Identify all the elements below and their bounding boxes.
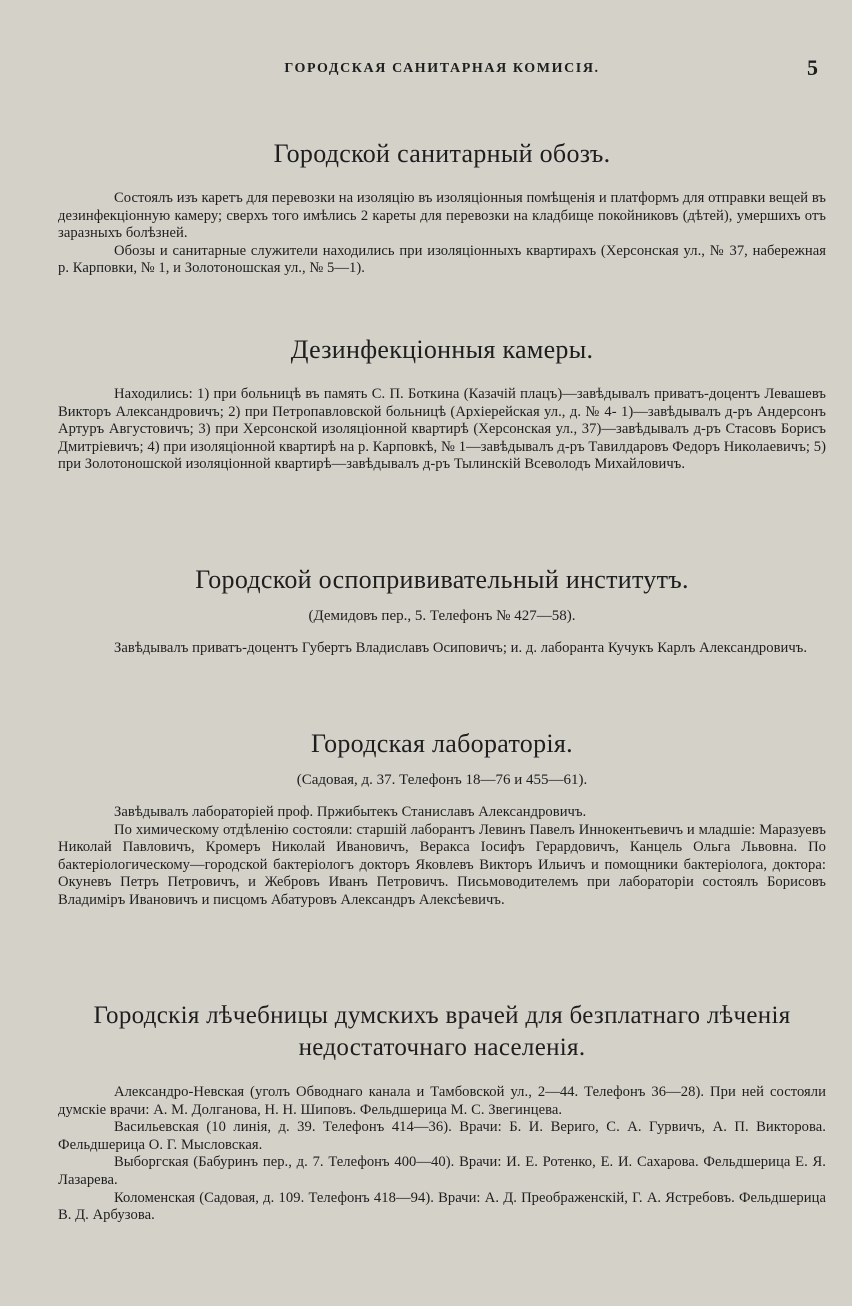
section-vaccination-institute <box>58 564 826 658</box>
page-header <box>58 56 826 82</box>
paragraph: Коломенская (Садовая, д. 109. Телефонъ 418—94). Врачи: А. Д. Преображенскій, Г. А. Ястребовъ. Фельдшерица В. Д. Арбузова. <box>58 1189 826 1224</box>
paragraph: Завѣдывалъ лабораторіей проф. Пржибытекъ Станиславъ Александровичъ. <box>114 804 587 820</box>
paragraph: Состоялъ изъ каретъ для перевозки на изоляцію въ изоляціонныя помѣщенія и платформъ для отправки вещей въ дезинфекціонную камеру; сверхъ того имѣлись 2 кареты для перевозки на кладбище покойниковъ (дѣтей), умершихъ отъ заразныхъ болѣзней. <box>58 190 826 242</box>
paragraph: Васильевская (10 линія, д. 39. Телефонъ 414—36). Врачи: Б. И. Вериго, С. А. Гурвичъ, А. П. Викторова. Фельдшерица О. Г. Мысловская. <box>58 1119 826 1153</box>
paragraph: По химическому отдѣленію состояли: старшій лаборантъ Левинъ Павелъ Иннокентьевичъ и младшіе: Маразуевъ Николай Павловичъ, Кромеръ Николай Ивановичъ, Веракса Іосифъ Герардовичъ, Канцель Ольга Львовна. По бактеріологическому—городской бактеріологъ докторъ Яковлевъ Викторъ Ильичъ и помощники бактеріолога, доктора: Окуневъ Петръ Петровичъ, и Жебровъ Иванъ Петровичъ. Письмоводителемъ при лабораторіи состоялъ Борисовъ Владиміръ Ивановичъ и писцомъ Абатуровъ Александръ Алексѣевичъ. <box>58 821 826 908</box>
section-disinfection-chambers <box>58 334 826 474</box>
section-title: Городской оспопрививательный институтъ. <box>195 565 689 594</box>
section-city-laboratory <box>58 728 826 910</box>
section-subtitle: (Садовая, д. 37. Телефонъ 18—76 и 455—61). <box>296 772 588 788</box>
running-title: ГОРОДСКАЯ САНИТАРНАЯ КОМИСІЯ. <box>284 61 600 76</box>
section-sanitary-convoy <box>58 138 826 278</box>
section-subtitle: (Демидовъ пер., 5. Телефонъ № 427—58). <box>308 608 576 624</box>
section-duma-clinics <box>58 1000 826 1225</box>
section-title: Городская лабораторія. <box>311 729 573 758</box>
page-number: 5 <box>807 55 818 80</box>
paragraph: Александро-Невская (уголъ Обводнаго канала и Тамбовской ул., 2—44. Телефонъ 36—28). При ней состояли думскіе врачи: А. М. Долганова, Н. Н. Шиповъ. Фельдшерица М. С. Звегинцева. <box>58 1084 826 1118</box>
paragraph: Находились: 1) при больницѣ въ память С. П. Боткина (Казачій плацъ)—завѣдывалъ приватъ-доцентъ Левашевъ Викторъ Александровичъ; 2) при Петропавловской больницѣ (Архіерейская ул., д. № 4- 1)—завѣдывалъ д-ръ Андерсонъ Артуръ Августовичъ; 3) при Херсонской изоляціонной квартирѣ (Херсонская ул., 37)—завѣдывалъ д-ръ Стасовъ Борисъ Дмитріевичъ; 4) при изоляціонной квартирѣ на р. Карповкѣ, № 1—завѣдывалъ д-ръ Тавилдаровъ Федоръ Николаевичъ; 5) при Золотоношской изоляціонной квартирѣ—завѣдывалъ д-ръ Тылинскій Всеволодъ Михайловичъ. <box>58 386 826 473</box>
section-title: Городскія лѣчебницы думскихъ врачей для безплатнаго лѣченія недостаточнаго населенія. <box>93 1002 791 1061</box>
paragraph: Завѣдывалъ приватъ-доцентъ Губертъ Владиславъ Осиповичъ; и. д. лаборанта Кучукъ Карлъ Александровичъ. <box>114 640 808 656</box>
section-title: Городской санитарный обозъ. <box>273 139 611 168</box>
paragraph: Обозы и санитарные служители находились при изоляціонныхъ квартирахъ (Херсонская ул., № 37, набережная р. Карповки, № 1, и Золотоношская ул., № 5—1). <box>58 242 826 277</box>
section-title: Дезинфекціонныя камеры. <box>290 335 594 364</box>
paragraph: Выборгская (Бабуринъ пер., д. 7. Телефонъ 400—40). Врачи: И. Е. Ротенко, Е. И. Сахарова. Фельдшерица Е. Я. Лазарева. <box>58 1154 826 1188</box>
